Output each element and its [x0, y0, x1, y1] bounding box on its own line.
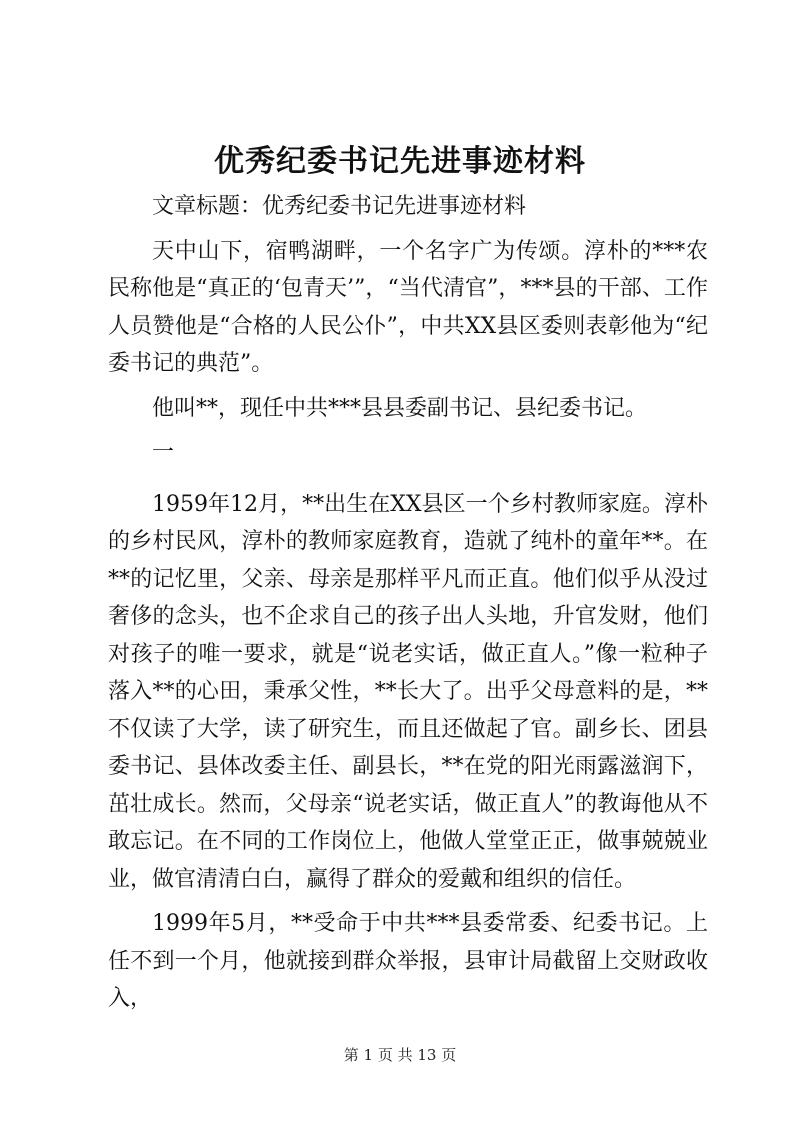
page-footer: 第 1 页 共 13 页 [343, 1046, 457, 1064]
paragraph: 他叫**，现任中共***县县委副书记、县纪委书记。 [152, 395, 648, 421]
document-title: 优秀纪委书记先进事迹材料 [214, 144, 586, 179]
paragraph: 天中山下，宿鸭湖畔，一个名字广为传颂。淳朴的***农民称他是“真正的‘包青天’”，“当代清官”，***县的干部、工作人员赞他是“合格的人民公仆”，中共XX县区委则表彰他为“纪委书记的典范”。 [108, 238, 708, 376]
paragraph: 1959年12月，**出生在XX县区一个乡村教师家庭。淳朴的乡村民风，淳朴的教师家庭教育，造就了纯朴的童年**。在**的记忆里，父亲、母亲是那样平凡而正直。他们似乎从没过奢侈的念头，也不企求自己的孩子出人头地，升官发财，他们对孩子的唯一要求，就是“说老实话，做正直人。”像一粒种子落入**的心田，秉承父性，**长大了。出乎父母意料的是，**不仅读了大学，读了研究生，而且还做起了官。副乡长、团县委书记、县体改委主任、副县长，**在党的阳光雨露滋润下，茁壮成长。然而，父母亲“说老实话，做正直人”的教诲他从不敢忘记。在不同的工作岗位上，他做人堂堂正正，做事兢兢业业，做官清清白白，赢得了群众的爱戴和组织的信任。 [108, 491, 708, 892]
document-body [108, 188, 708, 1025]
section-number: 一 [152, 440, 175, 465]
paragraph: 1999年5月，**受命于中共***县委常委、纪委书记。上任不到一个月，他就接到群众举报，县审计局截留上交财政收入， [108, 911, 708, 1011]
article-title-line: 文章标题：优秀纪委书记先进事迹材料 [152, 194, 527, 219]
